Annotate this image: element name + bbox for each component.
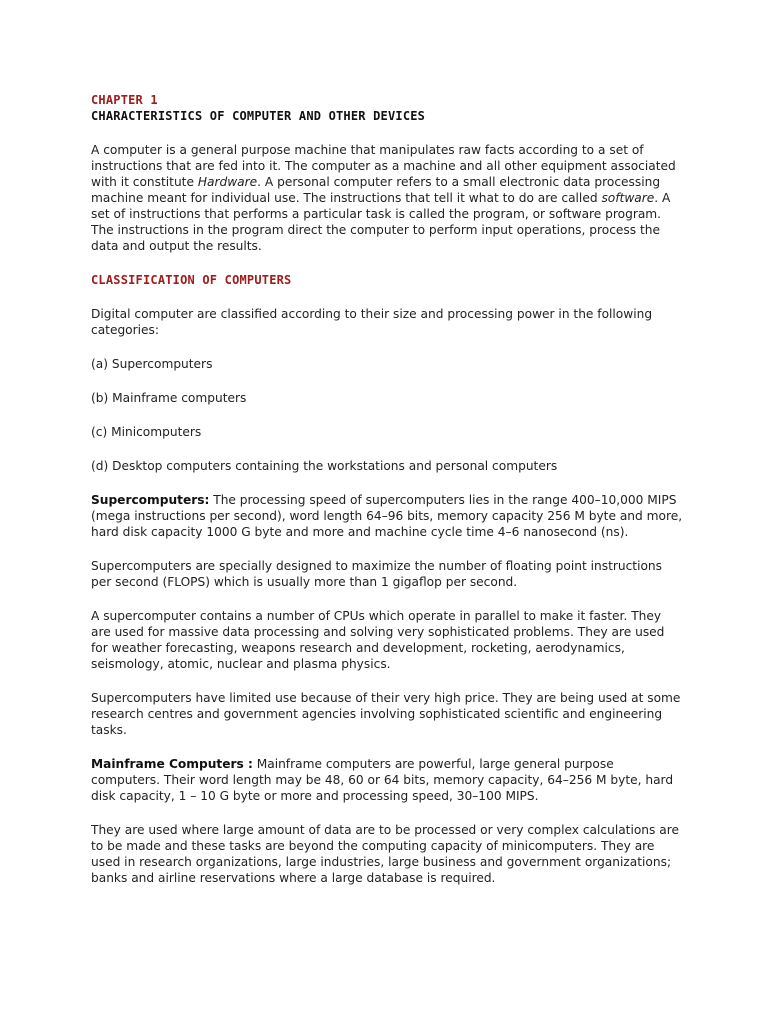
chapter-title: CHARACTERISTICS OF COMPUTER AND OTHER DEVICES	[91, 109, 426, 123]
supercomputers-paragraph-1	[91, 492, 683, 540]
mainframe-paragraph-1	[91, 756, 683, 804]
supercomputers-term: Supercomputers:	[91, 493, 210, 507]
classification-heading: CLASSIFICATION OF COMPUTERS	[91, 273, 292, 287]
document-page	[91, 92, 683, 886]
software-term: software	[601, 191, 655, 205]
intro-text-1: A computer is a general purpose machine that manipulates raw facts according to a set of instructions that are fed into it. The computer as a machine and all other equipment associated with it constitute	[91, 143, 676, 189]
supercomputers-paragraph-3: A supercomputer contains a number of CPUs which operate in parallel to make it faster. They are used for massive data processing and solving very sophisticated problems. They are used for weather forecasting, weapons research and development, rocketing, aerodynamics, seismology, atomic, nuclear and plasma physics.	[91, 609, 665, 671]
list-item: (d) Desktop computers containing the workstations and personal computers	[91, 459, 558, 473]
intro-text-3: . A set of instructions that performs a particular task is called the program, or software program. The instructions in the program direct the computer to perform input operations, process the data and output the results.	[91, 191, 671, 253]
supercomputers-paragraph-4: Supercomputers have limited use because of their very high price. They are being used at some research centres and government agencies involving sophisticated scientific and engineering tasks.	[91, 691, 681, 737]
mainframe-paragraph-2: They are used where large amount of data are to be processed or very complex calculations are to be made and these tasks are beyond the computing capacity of minicomputers. They are used in research organizations, large industries, large business and government organizations; banks and airline reservations where a large database is required.	[91, 823, 679, 885]
list-item: (b) Mainframe computers	[91, 391, 247, 405]
classification-intro: Digital computer are classified according to their size and processing power in the following categories:	[91, 307, 653, 337]
hardware-term: Hardware	[197, 175, 258, 189]
supercomputers-paragraph-2: Supercomputers are specially designed to maximize the number of floating point instructions per second (FLOPS) which is usually more than 1 gigaflop per second.	[91, 559, 662, 589]
supercomputers-text-1: The processing speed of supercomputers lies in the range 400–10,000 MIPS (mega instructions per second), word length 64–96 bits, memory capacity 256 M byte and more, hard disk capacity 1000 G byte and more and machine cycle time 4–6 nanosecond (ns).	[91, 493, 683, 539]
chapter-label: CHAPTER 1	[91, 93, 158, 107]
intro-paragraph	[91, 142, 683, 254]
list-item: (c) Minicomputers	[91, 425, 202, 439]
mainframe-term: Mainframe Computers :	[91, 757, 253, 771]
mainframe-text-1: Mainframe computers are powerful, large general purpose computers. Their word length may be 48, 60 or 64 bits, memory capacity, 64–256 M byte, hard disk capacity, 1 – 10 G byte or more and processing speed, 30–100 MIPS.	[91, 757, 674, 803]
intro-text-2: . A personal computer refers to a small electronic data processing machine meant for individual use. The instructions that tell it what to do are called	[91, 175, 661, 205]
list-item: (a) Supercomputers	[91, 357, 213, 371]
